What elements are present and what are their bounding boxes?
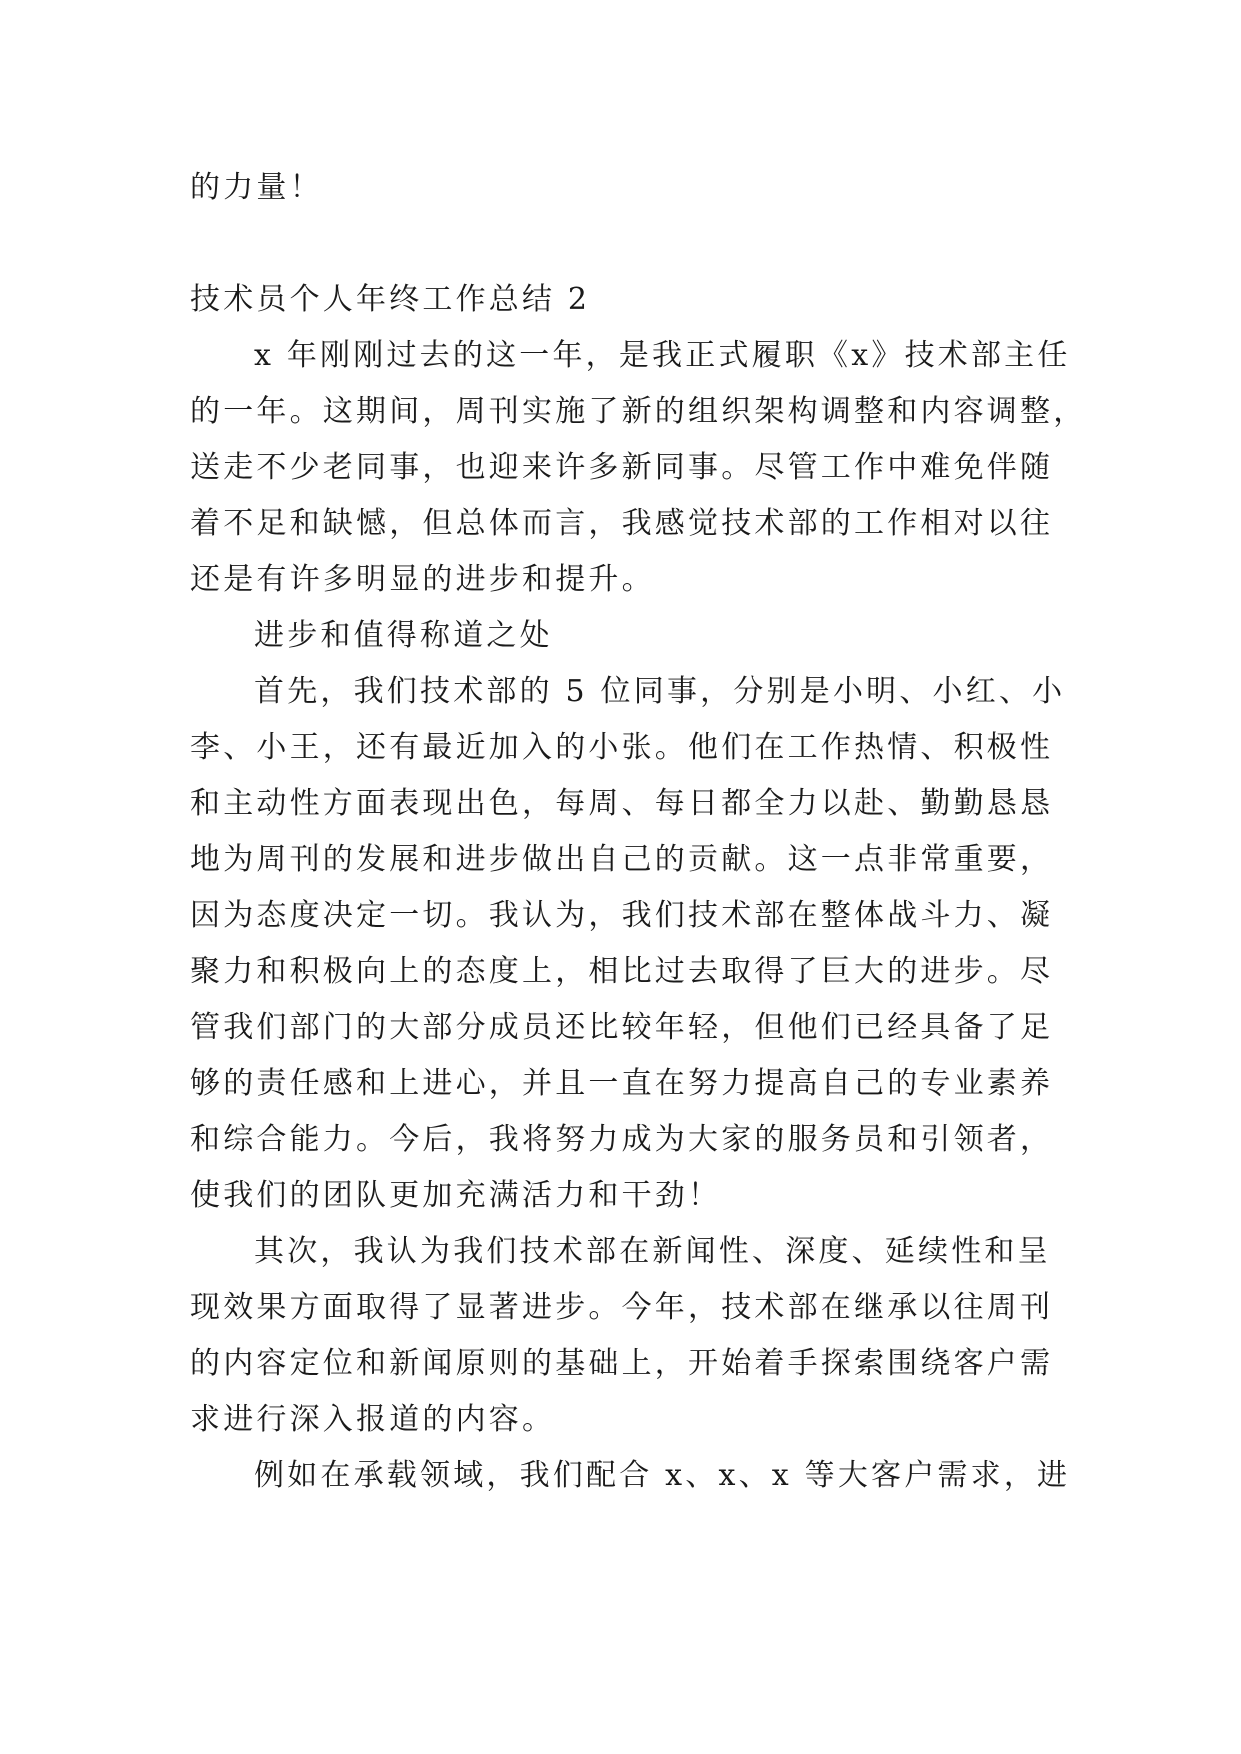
paragraph-line: 求进行深入报道的内容。 <box>190 1402 556 1437</box>
continuation-line: 的力量！ <box>190 170 323 205</box>
paragraph-team <box>190 664 1066 1224</box>
paragraph-line: 和综合能力。今后，我将努力成为大家的服务员和引领者， <box>190 1122 1054 1157</box>
paragraph-line: 使我们的团队更加充满活力和干劲！ <box>190 1178 722 1213</box>
paragraph-line: 例如在承载领域，我们配合 x、x、x 等大客户需求，进 <box>254 1458 1071 1493</box>
paragraph-line: 管我们部门的大部分成员还比较年轻，但他们已经具备了足 <box>190 1010 1054 1045</box>
paragraph-line: 送走不少老同事，也迎来许多新同事。尽管工作中难免伴随 <box>190 450 1054 485</box>
paragraph-line: 首先，我们技术部的 5 位同事，分别是小明、小红、小 <box>254 674 1066 709</box>
paragraph-line: 的一年。这期间，周刊实施了新的组织架构调整和内容调整， <box>190 394 1087 429</box>
subheading: 进步和值得称道之处 <box>254 618 553 653</box>
paragraph-line: 着不足和缺憾，但总体而言，我感觉技术部的工作相对以往 <box>190 506 1054 541</box>
paragraph-line: 和主动性方面表现出色，每周、每日都全力以赴、勤勤恳恳 <box>190 786 1054 821</box>
paragraph-line: 其次，我认为我们技术部在新闻性、深度、延续性和呈 <box>254 1234 1051 1269</box>
paragraph-gap <box>190 216 1050 272</box>
paragraph-progress <box>190 1224 1054 1448</box>
paragraph-line: 的内容定位和新闻原则的基础上，开始着手探索围绕客户需 <box>190 1346 1054 1381</box>
paragraph-example <box>190 1448 1071 1504</box>
paragraph-line: x 年刚刚过去的这一年，是我正式履职《x》技术部主任 <box>254 338 1071 373</box>
paragraph-line: 地为周刊的发展和进步做出自己的贡献。这一点非常重要， <box>190 842 1054 877</box>
paragraph-line: 因为态度决定一切。我认为，我们技术部在整体战斗力、凝 <box>190 898 1054 933</box>
paragraph-line: 还是有许多明显的进步和提升。 <box>190 562 655 597</box>
paragraph-line: 聚力和积极向上的态度上，相比过去取得了巨大的进步。尽 <box>190 954 1054 989</box>
paragraph-intro <box>190 328 1087 608</box>
document-body <box>190 160 1087 1504</box>
section-title: 技术员个人年终工作总结 2 <box>190 282 591 317</box>
paragraph-line: 够的责任感和上进心，并且一直在努力提高自己的专业素养 <box>190 1066 1054 1101</box>
paragraph-line: 李、小王，还有最近加入的小张。他们在工作热情、积极性 <box>190 730 1054 765</box>
paragraph-line: 现效果方面取得了显著进步。今年，技术部在继承以往周刊 <box>190 1290 1054 1325</box>
